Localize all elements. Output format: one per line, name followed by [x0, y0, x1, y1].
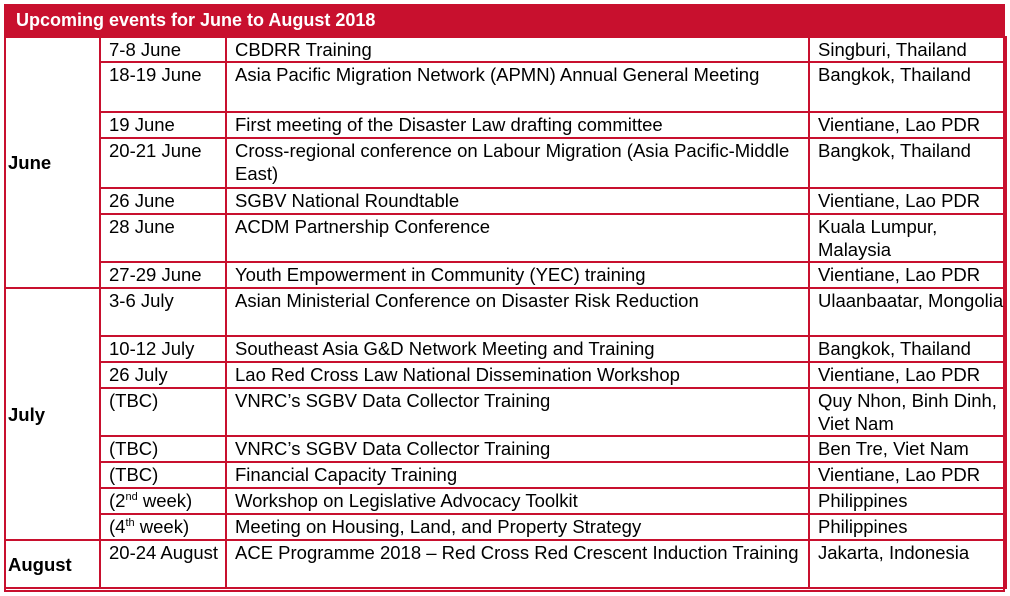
event-title: SGBV National Roundtable: [226, 188, 809, 214]
event-location: Quy Nhon, Binh Dinh, Viet Nam: [809, 388, 1006, 436]
table-row: [5, 37, 1006, 62]
month-cell: June: [5, 37, 100, 288]
table-row: [5, 362, 1006, 388]
event-title: ACDM Partnership Conference: [226, 214, 809, 262]
event-date: 26 June: [100, 188, 226, 214]
event-date: (TBC): [100, 388, 226, 436]
event-location: Vientiane, Lao PDR: [809, 188, 1006, 214]
event-date: 27-29 June: [100, 262, 226, 288]
event-title: First meeting of the Disaster Law drafting committee: [226, 112, 809, 138]
table-row: [5, 436, 1006, 462]
event-title: CBDRR Training: [226, 37, 809, 62]
event-date: 28 June: [100, 214, 226, 262]
table-row: [5, 188, 1006, 214]
table-row: [5, 540, 1006, 588]
event-location: Philippines: [809, 488, 1006, 514]
event-date: 20-24 August: [100, 540, 226, 588]
event-date: (TBC): [100, 436, 226, 462]
event-location: Bangkok, Thailand: [809, 62, 1006, 112]
table-row: [5, 488, 1006, 514]
event-title: Youth Empowerment in Community (YEC) training: [226, 262, 809, 288]
event-title: VNRC’s SGBV Data Collector Training: [226, 436, 809, 462]
event-title: Workshop on Legislative Advocacy Toolkit: [226, 488, 809, 514]
table-row: [5, 138, 1006, 188]
event-date: 19 June: [100, 112, 226, 138]
event-date: 7-8 June: [100, 37, 226, 62]
event-date: 18-19 June: [100, 62, 226, 112]
event-location: Philippines: [809, 514, 1006, 540]
month-cell: August: [5, 540, 100, 588]
event-title: Southeast Asia G&D Network Meeting and Training: [226, 336, 809, 362]
event-title: Cross-regional conference on Labour Migration (Asia Pacific-Middle East): [226, 138, 809, 188]
table-row: [5, 112, 1006, 138]
event-location: Bangkok, Thailand: [809, 138, 1006, 188]
event-location: Ben Tre, Viet Nam: [809, 436, 1006, 462]
event-title: Meeting on Housing, Land, and Property Strategy: [226, 514, 809, 540]
table-row: [5, 214, 1006, 262]
event-title: Asian Ministerial Conference on Disaster Risk Reduction: [226, 288, 809, 336]
table-row: [5, 262, 1006, 288]
event-location: Bangkok, Thailand: [809, 336, 1006, 362]
event-title: Financial Capacity Training: [226, 462, 809, 488]
event-title: Lao Red Cross Law National Dissemination Workshop: [226, 362, 809, 388]
table-row: [5, 62, 1006, 112]
event-title: Asia Pacific Migration Network (APMN) Annual General Meeting: [226, 62, 809, 112]
table-title: Upcoming events for June to August 2018: [6, 6, 1003, 36]
table-row: [5, 336, 1006, 362]
event-location: Singburi, Thailand: [809, 37, 1006, 62]
event-date: 20-21 June: [100, 138, 226, 188]
table-row: [5, 462, 1006, 488]
event-date: 10-12 July: [100, 336, 226, 362]
event-location: Kuala Lumpur, Malaysia: [809, 214, 1006, 262]
event-location: Vientiane, Lao PDR: [809, 112, 1006, 138]
event-location: Vientiane, Lao PDR: [809, 262, 1006, 288]
month-cell: July: [5, 288, 100, 540]
event-title: VNRC’s SGBV Data Collector Training: [226, 388, 809, 436]
event-date: 3-6 July: [100, 288, 226, 336]
event-location: Vientiane, Lao PDR: [809, 462, 1006, 488]
event-title: ACE Programme 2018 – Red Cross Red Crescent Induction Training: [226, 540, 809, 588]
event-location: Vientiane, Lao PDR: [809, 362, 1006, 388]
table-row: [5, 514, 1006, 540]
events-table: [4, 36, 1007, 589]
event-location: Ulaanbaatar, Mongolia: [809, 288, 1006, 336]
event-date: (TBC): [100, 462, 226, 488]
event-date: (2nd week): [100, 488, 226, 514]
events-table-container: [4, 4, 1005, 592]
table-row: [5, 388, 1006, 436]
event-date: (4th week): [100, 514, 226, 540]
event-date: 26 July: [100, 362, 226, 388]
table-row: [5, 288, 1006, 336]
event-location: Jakarta, Indonesia: [809, 540, 1006, 588]
